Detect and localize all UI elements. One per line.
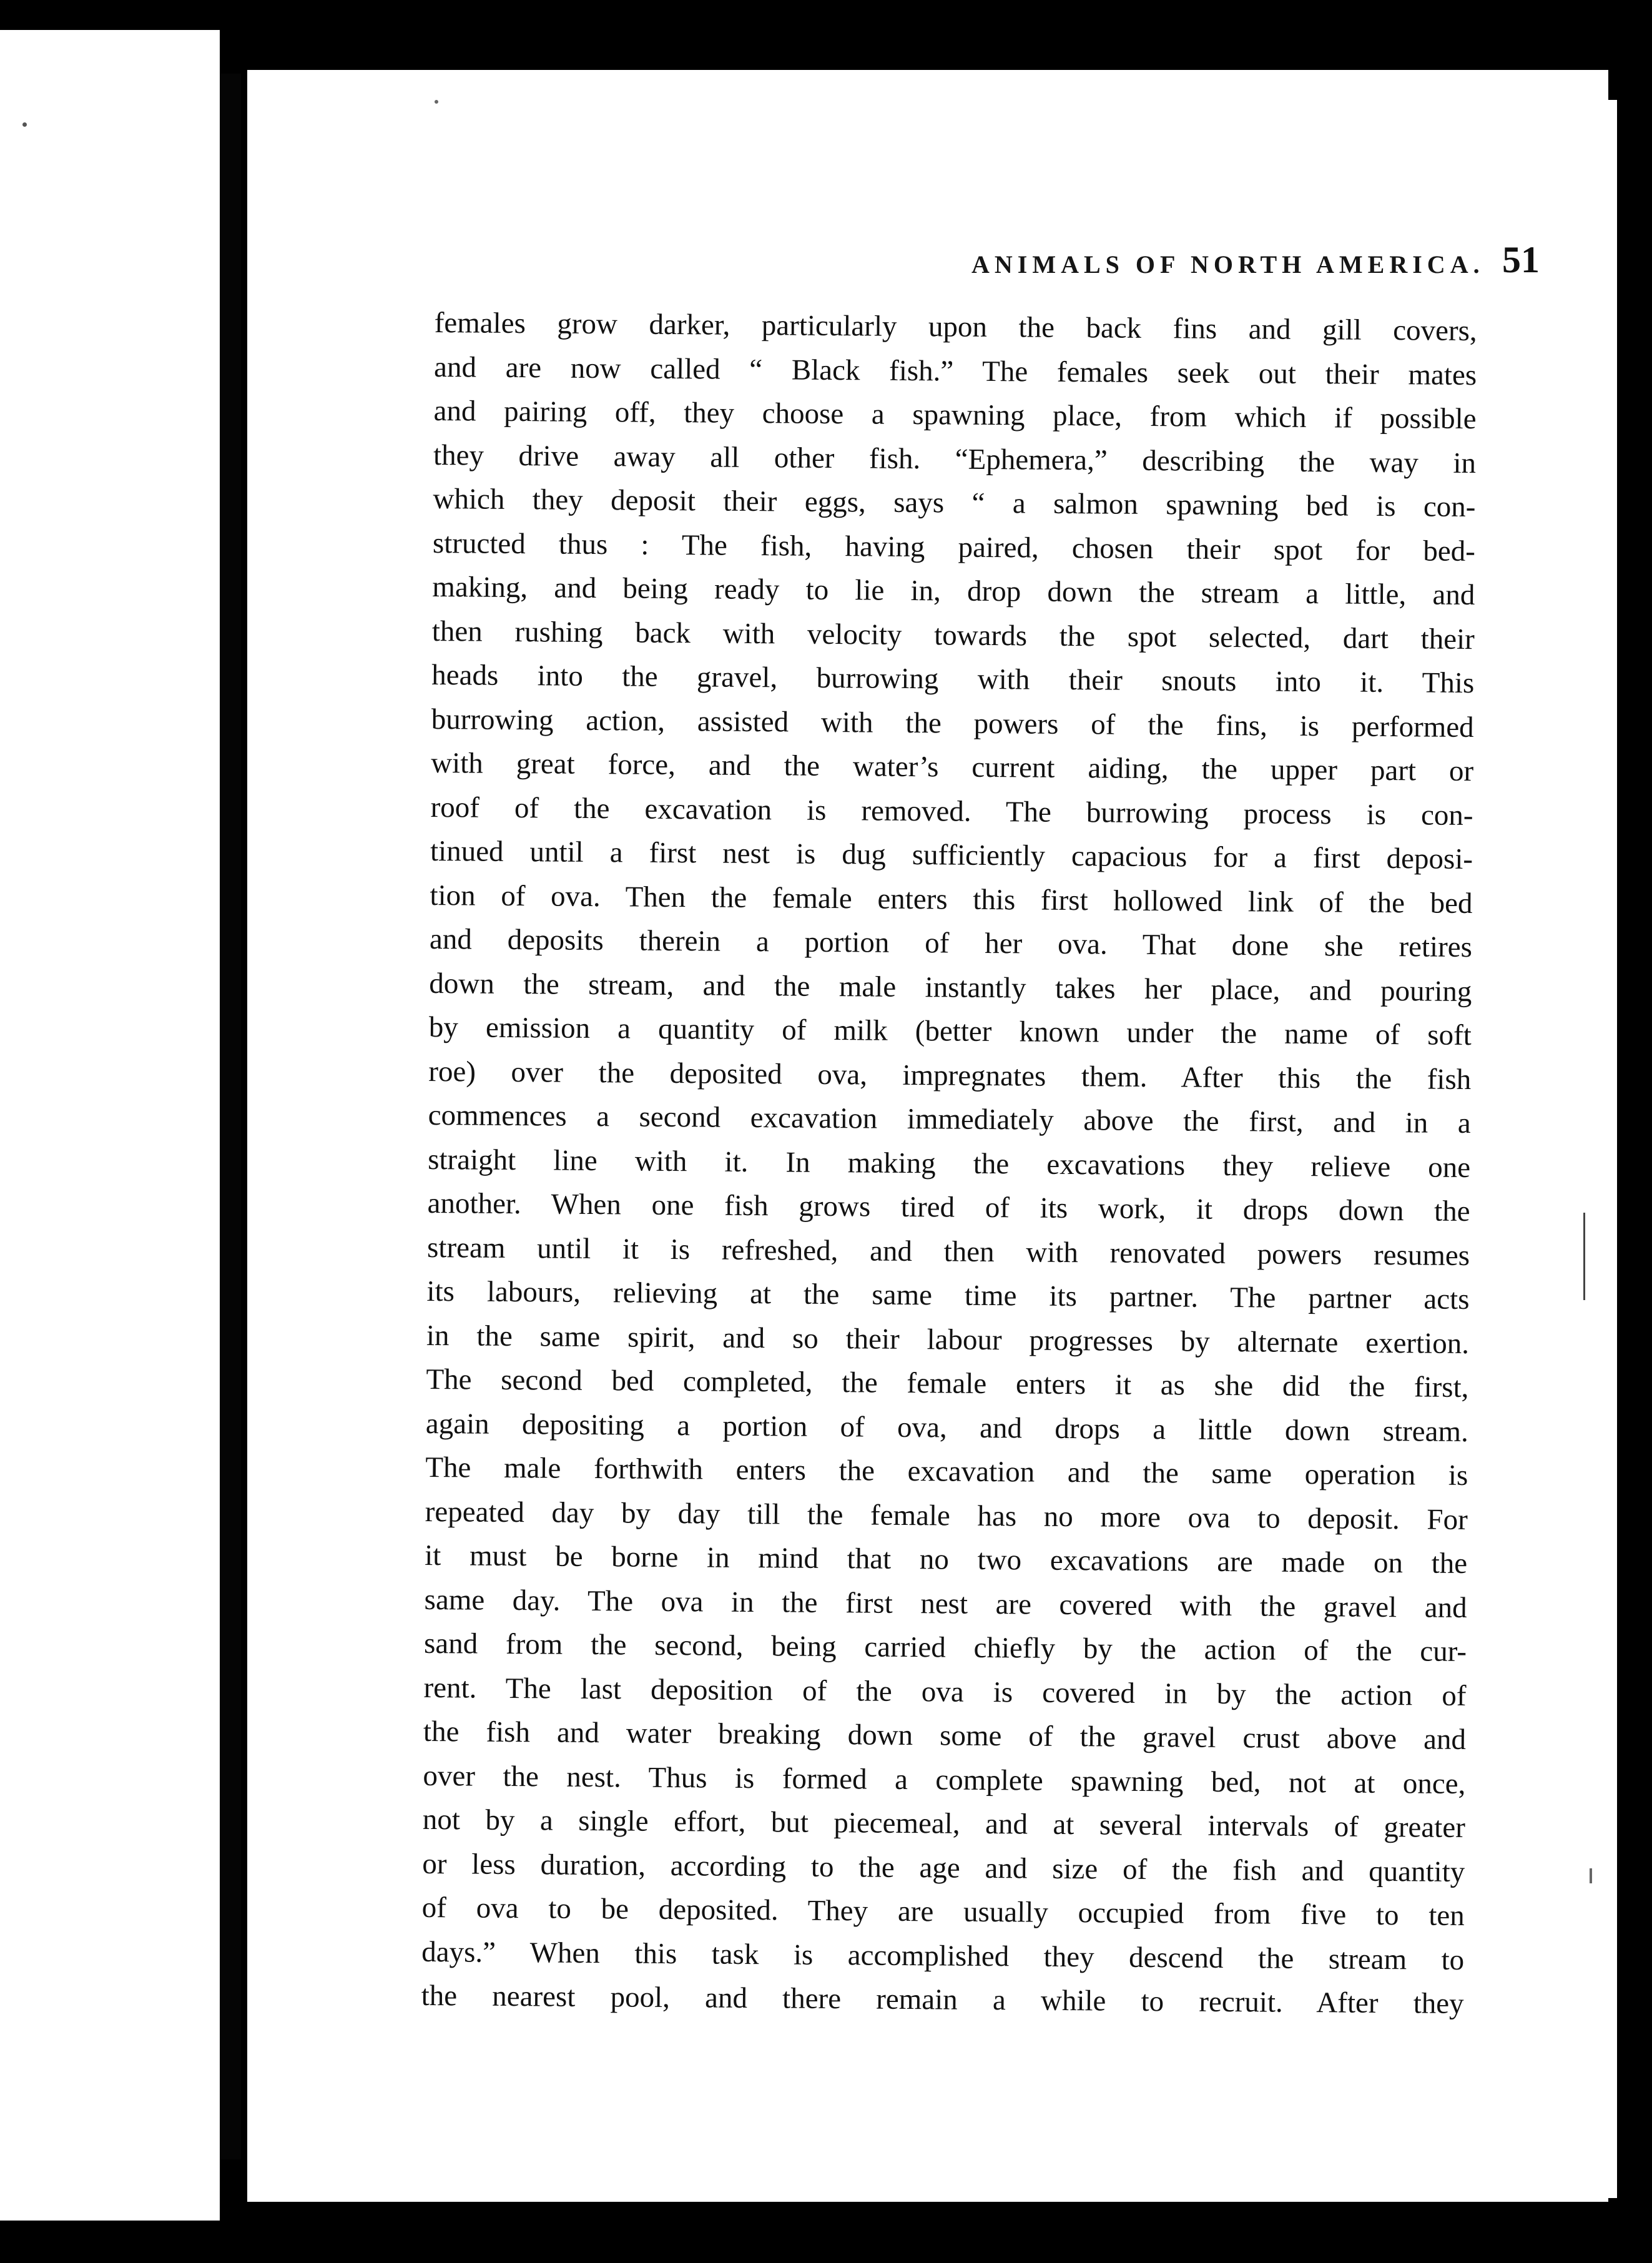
text-line: commences a second excavation immediately above the first, and in a: [428, 1098, 1471, 1140]
text-line: roof of the excavation is removed. The burrowing process is con-: [430, 791, 1473, 832]
text-line: the nearest pool, and there remain a while to recruit. After they: [421, 1979, 1464, 2021]
text-line: in the same spirit, and so their labour progresses by alternate exertion.: [426, 1319, 1470, 1360]
text-line: the fish and water breaking down some of the gravel crust above and: [423, 1715, 1467, 1757]
text-line: making, and being ready to lie in, drop down the stream a little, and: [432, 570, 1475, 612]
text-line: sand from the second, being carried chiefly by the action of the cur-: [423, 1627, 1467, 1669]
text-line: which they deposit their eggs, says “ a salmon spawning bed is con-: [433, 482, 1476, 524]
left-page-edge: [0, 30, 220, 2221]
left-page-mark: [22, 122, 27, 127]
text-line: its labours, relieving at the same time its partner. The partner acts: [426, 1274, 1470, 1316]
text-line: then rushing back with velocity towards the spot selected, dart their: [431, 614, 1475, 656]
text-line: not by a single effort, but piecemeal, and at several intervals of greater: [422, 1803, 1466, 1845]
text-line: burrowing action, assisted with the powers of the fins, is performed: [431, 703, 1474, 744]
margin-mark: [1583, 1213, 1585, 1300]
text-line: roe) over the deposited ova, impregnates them. After this the fish: [428, 1055, 1472, 1096]
text-line: females grow darker, particularly upon the back fins and gill covers,: [434, 306, 1477, 348]
text-line: and are now called “ Black fish.” The females seek out their mates: [433, 350, 1477, 392]
text-line: they drive away all other fish. “Ephemera,” describing the way in: [433, 438, 1477, 480]
text-line: tinued until a first nest is dug sufficiently capacious for a first deposi-: [430, 834, 1473, 876]
text-line: rent. The last deposition of the ova is covered in by the action of: [423, 1671, 1467, 1712]
text-line: of ova to be deposited. They are usually occupied from five to ten: [421, 1891, 1465, 1933]
text-line: The second bed completed, the female enters it as she did the first,: [426, 1363, 1469, 1404]
margin-speck: [1590, 1868, 1592, 1883]
running-head-title: ANIMALS OF NORTH AMERICA.: [971, 250, 1485, 279]
book-binding: [220, 74, 241, 2159]
text-line: or less duration, according to the age and size of the fish and quantity: [422, 1847, 1465, 1888]
text-line: same day. The ova in the first nest are covered with the gravel and: [424, 1583, 1467, 1624]
text-line: another. When one fish grows tired of its work, it drops down the: [427, 1186, 1470, 1228]
page-number: 51: [1502, 239, 1540, 280]
text-line: by emission a quantity of milk (better known under the name of soft: [428, 1010, 1472, 1052]
text-line: stream until it is refreshed, and then with renovated powers resumes: [426, 1231, 1470, 1272]
text-line: with great force, and the water’s current aiding, the upper part or: [430, 746, 1474, 788]
text-line: over the nest. Thus is formed a complete spawning bed, not at once,: [423, 1759, 1466, 1800]
text-line: tion of ova. Then the female enters this first hollowed link of the bed: [430, 879, 1473, 920]
text-line: and pairing off, they choose a spawning place, from which if possible: [433, 394, 1477, 436]
text-line: straight line with it. In making the excavations they relieve one: [428, 1143, 1471, 1184]
text-line: repeated day by day till the female has no more ova to deposit. For: [425, 1495, 1468, 1536]
book-page: [247, 70, 1608, 2202]
text-line: heads into the gravel, burrowing with their snouts into it. This: [431, 658, 1475, 700]
text-line: days.” When this task is accomplished they descend the stream to: [421, 1935, 1465, 1976]
text-line: it must be borne in mind that no two excavations are made on the: [425, 1539, 1468, 1580]
text-line: again depositing a portion of ova, and drops a little down stream.: [425, 1407, 1469, 1448]
body-text: [420, 301, 1477, 2120]
text-line: and deposits therein a portion of her ova. That done she retires: [429, 922, 1473, 964]
text-line: The male forthwith enters the excavation and the same operation is: [425, 1451, 1468, 1492]
text-line: down the stream, and the male instantly takes her place, and pouring: [429, 967, 1472, 1008]
running-header: [722, 239, 1540, 295]
page-speck: [435, 100, 438, 104]
text-line: structed thus : The fish, having paired, chosen their spot for bed-: [432, 526, 1476, 568]
